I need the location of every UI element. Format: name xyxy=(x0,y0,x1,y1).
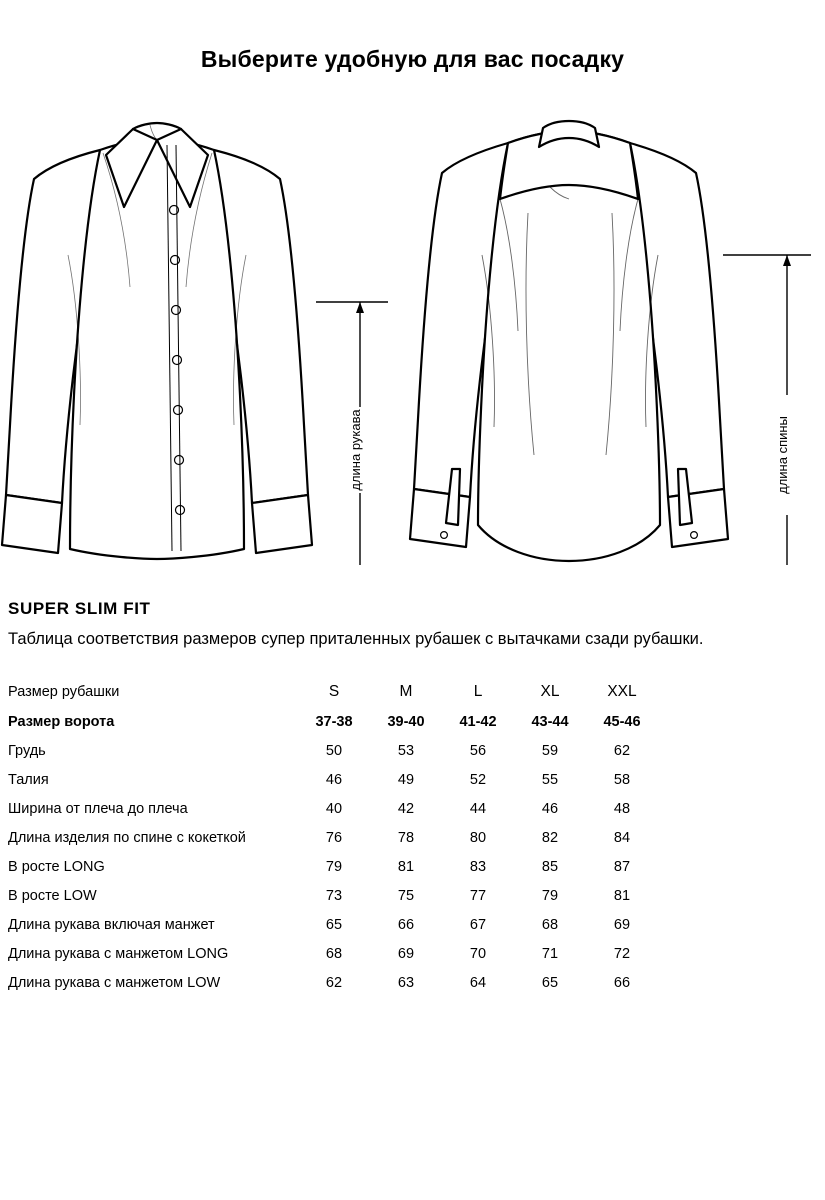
sleeve-length-measure xyxy=(300,95,410,565)
table-cell: 75 xyxy=(397,887,415,904)
table-cell: 40 xyxy=(325,800,343,817)
table-cell: 79 xyxy=(325,858,343,875)
table-cell: 66 xyxy=(613,974,631,991)
table-row xyxy=(8,765,658,794)
table-cell: 70 xyxy=(469,945,487,962)
table-cell: 82 xyxy=(541,829,559,846)
back-length-label: длина спины xyxy=(775,416,790,494)
table-cell: 42 xyxy=(397,800,415,817)
table-cell: 39-40 xyxy=(387,713,425,730)
table-cell: 49 xyxy=(397,771,415,788)
fit-description: Таблица соответствия размеров супер приталенных рубашек с вытачками сзади рубашки. xyxy=(8,630,704,648)
table-cell: 48 xyxy=(613,800,631,817)
table-header-size-xl: XL xyxy=(540,682,560,700)
table-header-size-xxl: XXL xyxy=(607,682,637,700)
table-cell: 80 xyxy=(469,829,487,846)
table-cell: 77 xyxy=(469,887,487,904)
table-cell: 69 xyxy=(397,945,415,962)
table-row xyxy=(8,823,658,852)
table-cell: 56 xyxy=(469,742,487,759)
table-row xyxy=(8,707,658,736)
table-cell: 67 xyxy=(469,916,487,933)
table-cell: 78 xyxy=(397,829,415,846)
table-cell: 53 xyxy=(397,742,415,759)
back-length-measure xyxy=(715,95,825,565)
table-row-label: Талия xyxy=(8,771,49,788)
table-row-label: В росте LOW xyxy=(8,887,97,904)
table-cell: 76 xyxy=(325,829,343,846)
table-row xyxy=(8,852,658,881)
table-cell: 68 xyxy=(325,945,343,962)
table-row-label: Длина рукава с манжетом LONG xyxy=(8,945,229,962)
table-header-row xyxy=(8,676,658,707)
table-row-label: Грудь xyxy=(8,742,46,759)
size-table xyxy=(8,676,658,997)
table-cell: 46 xyxy=(325,771,343,788)
table-cell: 79 xyxy=(541,887,559,904)
table-cell: 62 xyxy=(325,974,343,991)
fit-name: SUPER SLIM FIT xyxy=(8,599,151,618)
table-cell: 68 xyxy=(541,916,559,933)
table-row-label: Ширина от плеча до плеча xyxy=(8,800,188,817)
sleeve-length-label: длина рукава xyxy=(348,409,363,491)
table-row-label: Размер ворота xyxy=(8,713,115,730)
table-cell: 64 xyxy=(469,974,487,991)
table-cell: 55 xyxy=(541,771,559,788)
table-cell: 69 xyxy=(613,916,631,933)
table-row xyxy=(8,794,658,823)
table-cell: 46 xyxy=(541,800,559,817)
table-row-label: Длина изделия по спине с кокеткой xyxy=(8,829,246,846)
table-cell: 59 xyxy=(541,742,559,759)
size-table-body xyxy=(8,676,658,997)
table-cell: 73 xyxy=(325,887,343,904)
table-cell: 63 xyxy=(397,974,415,991)
table-row-label: Длина рукава включая манжет xyxy=(8,916,215,933)
table-cell: 41-42 xyxy=(459,713,497,730)
table-cell: 62 xyxy=(613,742,631,759)
table-header-size-l: L xyxy=(473,682,483,700)
table-row xyxy=(8,881,658,910)
table-cell: 43-44 xyxy=(531,713,569,730)
table-cell: 58 xyxy=(613,771,631,788)
table-cell: 52 xyxy=(469,771,487,788)
table-cell: 81 xyxy=(397,858,415,875)
table-row-label: В росте LONG xyxy=(8,858,105,875)
table-cell: 66 xyxy=(397,916,415,933)
shirt-diagrams xyxy=(0,95,825,565)
table-row xyxy=(8,968,658,997)
table-cell: 83 xyxy=(469,858,487,875)
page-title: Выберите удобную для вас посадку xyxy=(200,46,625,72)
table-header-size-s: S xyxy=(328,682,340,700)
table-cell: 65 xyxy=(541,974,559,991)
table-cell: 85 xyxy=(541,858,559,875)
table-header-label: Размер рубашки xyxy=(8,683,120,700)
table-row xyxy=(8,939,658,968)
table-cell: 44 xyxy=(469,800,487,817)
table-row-label: Длина рукава с манжетом LOW xyxy=(8,974,221,991)
table-header-size-m: M xyxy=(399,682,413,700)
table-cell: 50 xyxy=(325,742,343,759)
table-cell: 45-46 xyxy=(603,713,641,730)
table-cell: 71 xyxy=(541,945,559,962)
table-row xyxy=(8,910,658,939)
table-cell: 87 xyxy=(613,858,631,875)
table-cell: 84 xyxy=(613,829,631,846)
table-cell: 65 xyxy=(325,916,343,933)
table-cell: 72 xyxy=(613,945,631,962)
table-row xyxy=(8,736,658,765)
table-cell: 81 xyxy=(613,887,631,904)
table-cell: 37-38 xyxy=(315,713,353,730)
